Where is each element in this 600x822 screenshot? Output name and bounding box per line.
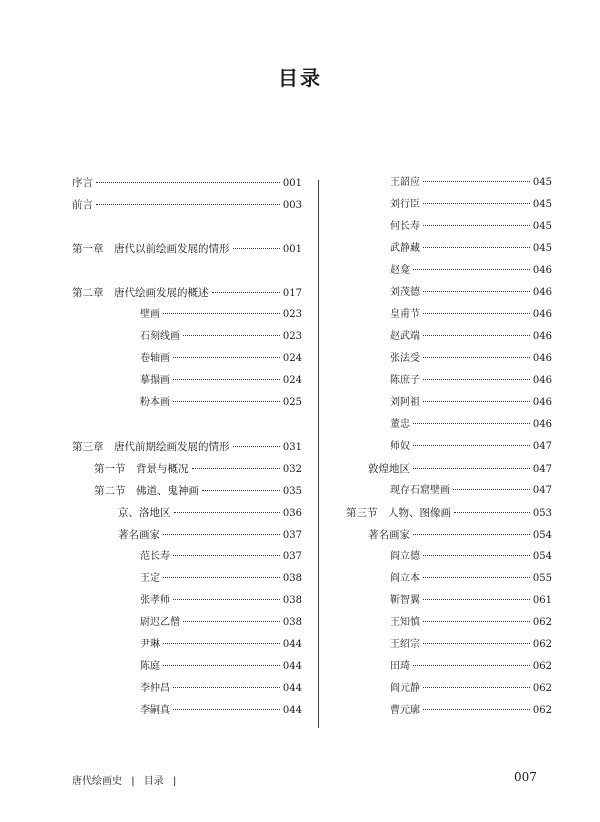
dot-leader	[423, 401, 530, 402]
dot-leader	[423, 379, 530, 380]
toc-entry-page: 035	[282, 486, 302, 497]
dot-leader	[423, 203, 530, 204]
dot-leader	[423, 687, 530, 688]
dot-leader	[423, 555, 530, 556]
toc-entry[interactable]	[72, 352, 302, 366]
toc-entry-page: 037	[282, 551, 302, 562]
toc-entry-page: 044	[282, 705, 302, 716]
toc-entry[interactable]	[72, 594, 302, 608]
toc-entry-label: 曹元廓	[390, 705, 420, 716]
toc-entry-label: 现存石窟壁画	[390, 485, 450, 496]
toc-entry-label: 赵武端	[390, 331, 420, 342]
toc-entry-label: 摹搨画	[140, 375, 170, 386]
toc-entry-page: 062	[532, 661, 552, 672]
toc-entry[interactable]	[340, 594, 552, 608]
toc-entry-page: 062	[532, 617, 552, 628]
toc-entry[interactable]	[72, 176, 302, 191]
toc-entry[interactable]	[72, 616, 302, 630]
toc-entry-page: 017	[282, 288, 302, 299]
footer-section: 目录	[143, 776, 164, 787]
toc-entry-page: 003	[282, 200, 302, 211]
dot-leader	[163, 643, 280, 644]
dot-leader	[423, 643, 530, 644]
toc-entry[interactable]	[72, 330, 302, 344]
toc-entry-label: 第一节 背景与概况	[94, 463, 189, 475]
toc-entry[interactable]	[340, 484, 552, 498]
toc-entry[interactable]	[340, 616, 552, 630]
toc-entry-page: 045	[532, 177, 552, 188]
toc-entry[interactable]	[72, 660, 302, 674]
toc-entry[interactable]	[72, 242, 302, 257]
toc-entry[interactable]	[340, 220, 552, 234]
dot-leader	[173, 709, 280, 710]
dot-leader	[423, 709, 530, 710]
dot-leader	[454, 512, 530, 513]
toc-entry[interactable]	[340, 396, 552, 410]
dot-leader	[233, 446, 280, 447]
toc-entry[interactable]	[72, 198, 302, 213]
toc-entry-page: 054	[532, 551, 552, 562]
toc-entry-label: 刘茂德	[390, 287, 420, 298]
toc-entry-label: 阎立本	[390, 573, 420, 584]
dot-leader	[423, 577, 530, 578]
toc-entry-page: 044	[282, 639, 302, 650]
dot-leader	[423, 247, 530, 248]
footer-separator-2: |	[172, 776, 177, 787]
toc-entry-label: 何长寿	[390, 221, 420, 232]
toc-entry[interactable]	[340, 572, 552, 586]
column-divider	[318, 180, 319, 728]
dot-leader	[423, 357, 530, 358]
toc-entry-label: 壁画	[140, 309, 160, 320]
toc-entry[interactable]	[340, 198, 552, 212]
dot-leader	[163, 534, 280, 535]
toc-entry-label: 卷轴画	[140, 353, 170, 364]
dot-leader	[163, 577, 280, 578]
toc-entry-label: 京、洛地区	[118, 507, 171, 519]
toc-entry-label: 粉本画	[140, 397, 170, 408]
toc-entry-page: 061	[532, 595, 552, 606]
toc-entry-label: 师奴	[390, 441, 410, 452]
toc-entry[interactable]	[340, 506, 552, 521]
toc-entry[interactable]	[340, 638, 552, 652]
toc-entry[interactable]	[340, 550, 552, 564]
dot-leader	[423, 181, 530, 182]
toc-entry-label: 王绍宗	[390, 639, 420, 650]
dot-leader	[173, 357, 280, 358]
toc-entry-label: 尹琳	[140, 639, 160, 650]
toc-entry-page: 046	[532, 331, 552, 342]
dot-leader	[423, 225, 530, 226]
dot-leader	[423, 599, 530, 600]
toc-entry-label: 王韶应	[390, 177, 420, 188]
toc-entry[interactable]	[72, 550, 302, 564]
toc-entry-page: 046	[532, 287, 552, 298]
toc-entry-page: 046	[532, 265, 552, 276]
toc-entry[interactable]	[340, 286, 552, 300]
toc-entry-label: 敦煌地区	[368, 463, 410, 475]
dot-leader	[173, 687, 280, 688]
toc-entry-label: 陈庶子	[390, 375, 420, 386]
footer-book-title: 唐代绘画史	[72, 776, 122, 787]
toc-entry-label: 张法受	[390, 353, 420, 364]
toc-entry[interactable]	[72, 440, 302, 455]
toc-entry-page: 046	[532, 353, 552, 364]
toc-entry-page: 031	[282, 442, 302, 453]
toc-entry-page: 024	[282, 353, 302, 364]
toc-entry[interactable]	[340, 682, 552, 696]
toc-entry-label: 范长寿	[140, 551, 170, 562]
toc-entry[interactable]	[340, 704, 552, 718]
dot-leader	[423, 621, 530, 622]
dot-leader	[423, 291, 530, 292]
toc-entry-page: 023	[282, 309, 302, 320]
dot-leader	[163, 313, 280, 314]
toc-entry[interactable]	[340, 462, 552, 477]
toc-entry-label: 皇甫节	[390, 309, 420, 320]
page-title: 目录	[278, 66, 322, 90]
dot-leader	[96, 204, 280, 205]
toc-entry[interactable]	[72, 704, 302, 718]
dot-leader	[413, 468, 530, 469]
dot-leader	[183, 335, 280, 336]
toc-entry-label: 阎立德	[390, 551, 420, 562]
toc-entry-page: 062	[532, 705, 552, 716]
toc-entry-page: 046	[532, 397, 552, 408]
toc-entry-page: 046	[532, 375, 552, 386]
dot-leader	[413, 269, 530, 270]
toc-entry[interactable]	[340, 374, 552, 388]
footer-page-number: 007	[514, 770, 537, 784]
dot-leader	[192, 468, 280, 469]
dot-leader	[173, 379, 280, 380]
toc-entry-label: 第一章 唐代以前绘画发展的情形	[72, 243, 230, 255]
toc-entry-label: 李仲昌	[140, 683, 170, 694]
dot-leader	[174, 512, 280, 513]
toc-entry[interactable]	[340, 528, 552, 543]
toc-entry-page: 047	[532, 441, 552, 452]
toc-entry-label: 赵龛	[390, 265, 410, 276]
toc-entry-page: 038	[282, 617, 302, 628]
dot-leader	[413, 665, 530, 666]
toc-entry[interactable]	[340, 264, 552, 278]
toc-entry-label: 第三章 唐代前期绘画发展的情形	[72, 441, 230, 453]
footer-running-head	[72, 772, 182, 787]
toc-entry[interactable]	[72, 396, 302, 410]
toc-entry-page: 024	[282, 375, 302, 386]
dot-leader	[413, 445, 530, 446]
toc-entry[interactable]	[340, 660, 552, 674]
toc-entry-page: 023	[282, 331, 302, 342]
toc-entry-page: 032	[282, 464, 302, 475]
toc-entry-page: 037	[282, 530, 302, 541]
toc-entry-page: 055	[532, 573, 552, 584]
dot-leader	[173, 599, 280, 600]
toc-entry-label: 靳智翼	[390, 595, 420, 606]
toc-entry-page: 046	[532, 309, 552, 320]
toc-entry-page: 045	[532, 243, 552, 254]
toc-entry-label: 陈庭	[140, 661, 160, 672]
toc-entry[interactable]	[340, 352, 552, 366]
toc-entry-page: 025	[282, 397, 302, 408]
toc-entry[interactable]	[340, 330, 552, 344]
toc-entry[interactable]	[72, 484, 302, 499]
toc-entry-label: 阎元静	[390, 683, 420, 694]
toc-entry-label: 张孝师	[140, 595, 170, 606]
toc-entry-label: 序言	[72, 177, 93, 189]
dot-leader	[233, 248, 280, 249]
toc-entry-page: 038	[282, 573, 302, 584]
dot-leader	[423, 313, 530, 314]
toc-entry-label: 著名画家	[368, 529, 410, 541]
dot-leader	[173, 401, 280, 402]
toc-entry[interactable]	[340, 440, 552, 454]
dot-leader	[413, 534, 530, 535]
toc-entry-page: 036	[282, 508, 302, 519]
toc-entry-page: 045	[532, 199, 552, 210]
toc-entry[interactable]	[72, 682, 302, 696]
toc-entry[interactable]	[72, 528, 302, 543]
toc-entry-label: 王定	[140, 573, 160, 584]
toc-entry-page: 053	[532, 508, 552, 519]
dot-leader	[453, 489, 530, 490]
toc-entry[interactable]	[72, 374, 302, 388]
toc-entry[interactable]	[340, 418, 552, 432]
toc-entry[interactable]	[72, 572, 302, 586]
toc-entry-label: 石刻线画	[140, 331, 180, 342]
toc-entry[interactable]	[72, 308, 302, 322]
toc-entry-label: 李嗣真	[140, 705, 170, 716]
toc-entry[interactable]	[72, 506, 302, 521]
toc-entry-page: 001	[282, 178, 302, 189]
toc-entry-page: 047	[532, 464, 552, 475]
dot-leader	[173, 555, 280, 556]
toc-entry-page: 044	[282, 683, 302, 694]
toc-entry-label: 刘行臣	[390, 199, 420, 210]
toc-entry-label: 刘阿祖	[390, 397, 420, 408]
toc-entry-page: 054	[532, 530, 552, 541]
dot-leader	[423, 335, 530, 336]
toc-entry-page: 062	[532, 639, 552, 650]
toc-entry-label: 田琦	[390, 661, 410, 672]
toc-entry[interactable]	[72, 462, 302, 477]
dot-leader	[183, 621, 280, 622]
dot-leader	[163, 665, 280, 666]
toc-entry-page: 047	[532, 485, 552, 496]
toc-entry-label: 前言	[72, 199, 93, 211]
dot-leader	[413, 423, 530, 424]
toc-entry-label: 尉迟乙僧	[140, 617, 180, 628]
toc-entry-label: 第二章 唐代绘画发展的概述	[72, 287, 209, 299]
toc-entry-page: 001	[282, 244, 302, 255]
dot-leader	[96, 182, 280, 183]
toc-entry-page: 062	[532, 683, 552, 694]
toc-entry[interactable]	[340, 242, 552, 256]
footer-separator: |	[131, 776, 135, 787]
toc-entry[interactable]	[340, 176, 552, 190]
toc-entry-label: 董忠	[390, 419, 410, 430]
toc-entry-label: 第三节 人物、图像画	[346, 507, 451, 519]
dot-leader	[202, 490, 280, 491]
toc-entry[interactable]	[72, 286, 302, 301]
toc-entry-page: 045	[532, 221, 552, 232]
toc-entry-label: 第二节 佛道、鬼神画	[94, 485, 199, 497]
toc-entry-page: 046	[532, 419, 552, 430]
toc-entry[interactable]	[72, 638, 302, 652]
toc-entry-label: 武静藏	[390, 243, 420, 254]
toc-entry-label: 著名画家	[118, 529, 160, 541]
toc-entry-page: 038	[282, 595, 302, 606]
toc-entry-page: 044	[282, 661, 302, 672]
toc-entry[interactable]	[340, 308, 552, 322]
dot-leader	[212, 292, 280, 293]
toc-entry-label: 王知慎	[390, 617, 420, 628]
